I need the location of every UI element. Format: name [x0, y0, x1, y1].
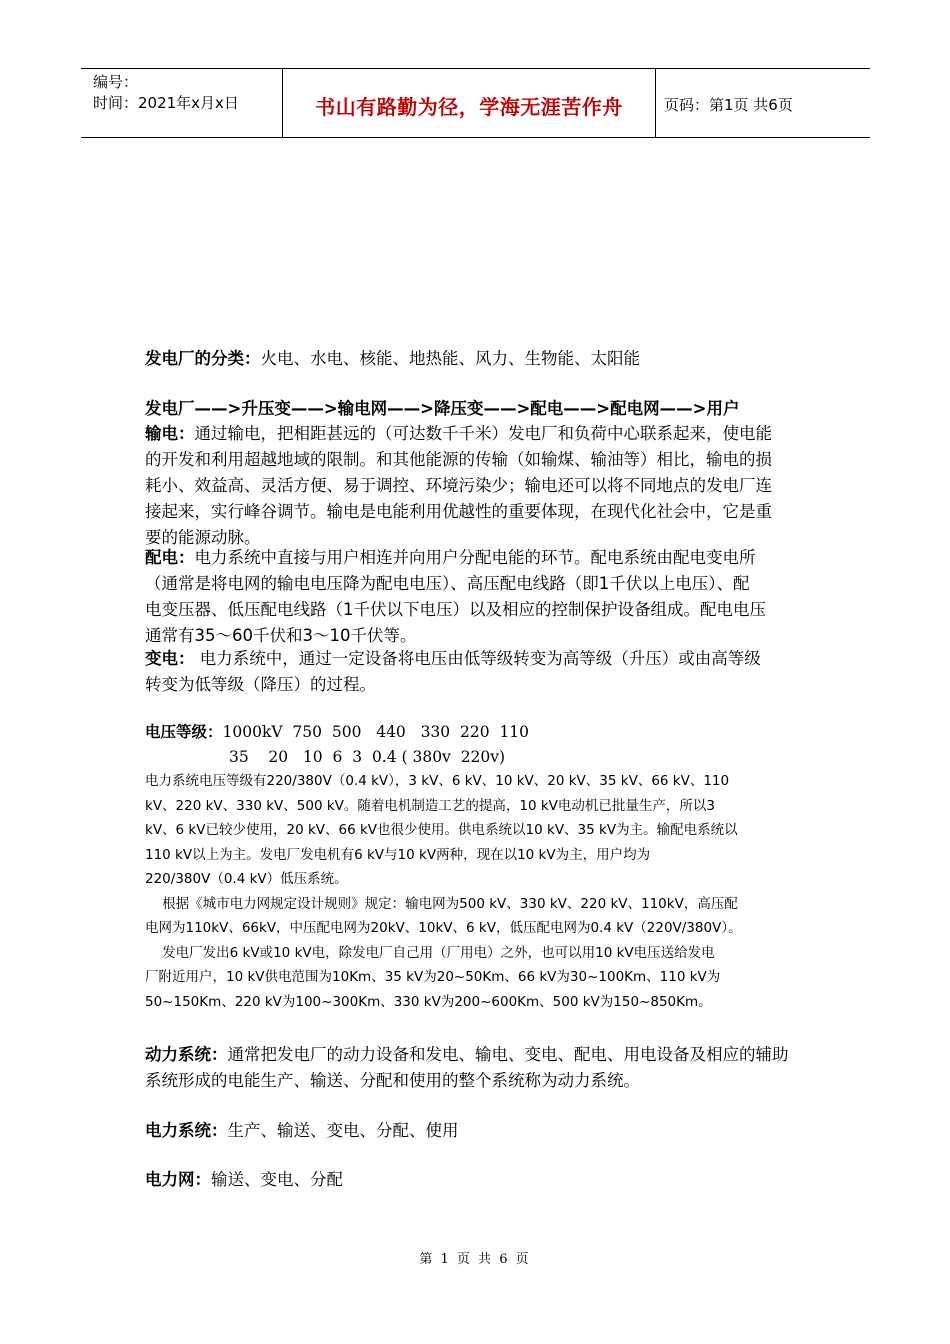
transmission-term: 输电：	[145, 424, 195, 443]
motto-text: 书山有路勤为径，学海无涯苦作舟	[315, 95, 623, 119]
voltage-detail-line: 110 kV以上为主。发电厂发电机有6 kV与10 kV两种，现在以10 kV为主，用户均为	[145, 846, 651, 863]
distribution-line: 通常有35～60千伏和3～10千伏等。	[145, 626, 417, 645]
transmission-line: 通过输电，把相距甚远的（可达数千千米）发电厂和负荷中心联系起来，使电能	[194, 424, 772, 443]
plant-types-paragraph	[145, 346, 640, 372]
voltage-detail-line: 电力系统电压等级有220/380V（0.4 kV），3 kV、6 kV、10 kV、20 kV、35 kV、66 kV、110	[145, 773, 730, 789]
power-system-line: 通常把发电厂的动力设备和发电、输电、变电、配电、用电设备及相应的辅助	[227, 1045, 789, 1064]
power-flow-line: 发电厂——>升压变——>输电网——>降压变——>配电——>配电网——>用户	[145, 399, 740, 418]
transformation-term: 变电：	[145, 649, 195, 668]
transmission-line: 耗小、效益高、灵活方便、易于调控、环境污染少；输电还可以将不同地点的发电厂连	[145, 476, 772, 495]
plant-types-text: 火电、水电、核能、地热能、风力、生物能、太阳能	[260, 349, 640, 368]
voltage-levels-line: 35 20 10 6 3 0.4 ( 380v 220v)	[229, 748, 506, 766]
document-date-label: 时间：2021年x月x日	[93, 94, 239, 112]
electric-network-term: 电力网：	[145, 1170, 211, 1189]
voltage-detail-line: 50~150Km、220 kV为100~300Km、330 kV为200~600Km、500 kV为150~850Km。	[145, 993, 712, 1010]
voltage-detail-line: 根据《城市电力网规定设计规则》规定：输电网为500 kV、330 kV、220 kV、110kV，高压配	[145, 895, 738, 912]
transmission-line: 接起来，实行峰谷调节。输电是电能利用优越性的重要体现，在现代化社会中，它是重	[145, 502, 772, 521]
electric-network-paragraph	[145, 1167, 343, 1193]
voltage-levels-block	[145, 720, 529, 770]
electric-system-text: 生产、输送、变电、分配、使用	[227, 1121, 459, 1140]
transformation-paragraph	[145, 646, 761, 698]
distribution-paragraph	[145, 545, 766, 649]
distribution-line: （通常是将电网的输电电压降为配电电压）、高压配电线路（即1千伏以上电压）、配	[145, 574, 750, 593]
document-number-label: 编号：	[93, 73, 139, 91]
electric-system-term: 电力系统：	[145, 1121, 228, 1140]
electric-system-paragraph	[145, 1118, 459, 1144]
voltage-detail-line: 发电厂发出6 kV或10 kV电，除发电厂自己用（厂用电）之外，也可以用10 kV电压送给发电	[145, 944, 715, 961]
voltage-detail-paragraph	[145, 769, 742, 1014]
voltage-detail-line: 电网为110kV、66kV，中压配电网为20kV、10kV、6 kV，低压配电网为0.4 kV（220V/380V）。	[145, 920, 742, 936]
header-motto-cell	[283, 69, 656, 137]
voltage-detail-line: kV、6 kV已较少使用，20 kV、66 kV也很少使用。供电系统以10 kV、35 kV为主。输配电系统以	[145, 822, 738, 838]
transmission-line: 要的能源动脉。	[145, 528, 261, 547]
document-header	[81, 68, 870, 138]
voltage-levels-term: 电压等级：	[145, 723, 223, 741]
transmission-line: 的开发和利用超越地域的限制。和其他能源的传输（如输煤、输油等）相比，输电的损	[145, 450, 772, 469]
voltage-detail-line: kV、220 kV、330 kV、500 kV。随着电机制造工艺的提高，10 kV电动机已批量生产，所以3	[145, 797, 715, 814]
voltage-detail-line: 220/380V（0.4 kV）低压系统。	[145, 871, 348, 887]
transformation-line: 转变为低等级（降压）的过程。	[145, 675, 376, 694]
header-meta-cell	[81, 69, 283, 137]
distribution-term: 配电：	[145, 548, 195, 567]
power-system-paragraph	[145, 1042, 789, 1094]
page-footer: 第 1 页 共 6 页	[419, 1252, 531, 1267]
distribution-line: 电力系统中直接与用户相连并向用户分配电能的环节。配电系统由配电变电所	[194, 548, 756, 567]
distribution-line: 电变压器、低压配电线路（1千伏以下电压）以及相应的控制保护设备组成。配电电压	[145, 600, 766, 619]
header-page-label: 页码：第1页 共6页	[664, 96, 793, 114]
power-system-line: 系统形成的电能生产、输送、分配和使用的整个系统称为动力系统。	[145, 1071, 640, 1090]
transmission-paragraph	[145, 421, 772, 551]
electric-network-text: 输送、变电、分配	[211, 1170, 343, 1189]
voltage-detail-line: 厂附近用户，10 kV供电范围为10Km、35 kV为20~50Km、66 kV为30~100Km、110 kV为	[145, 969, 721, 985]
plant-types-term: 发电厂的分类：	[145, 349, 261, 368]
voltage-levels-line: 1000kV 750 500 440 330 220 110	[222, 723, 530, 741]
power-system-term: 动力系统：	[145, 1045, 228, 1064]
transformation-line: 电力系统中，通过一定设备将电压由低等级转变为高等级（升压）或由高等级	[194, 649, 761, 668]
